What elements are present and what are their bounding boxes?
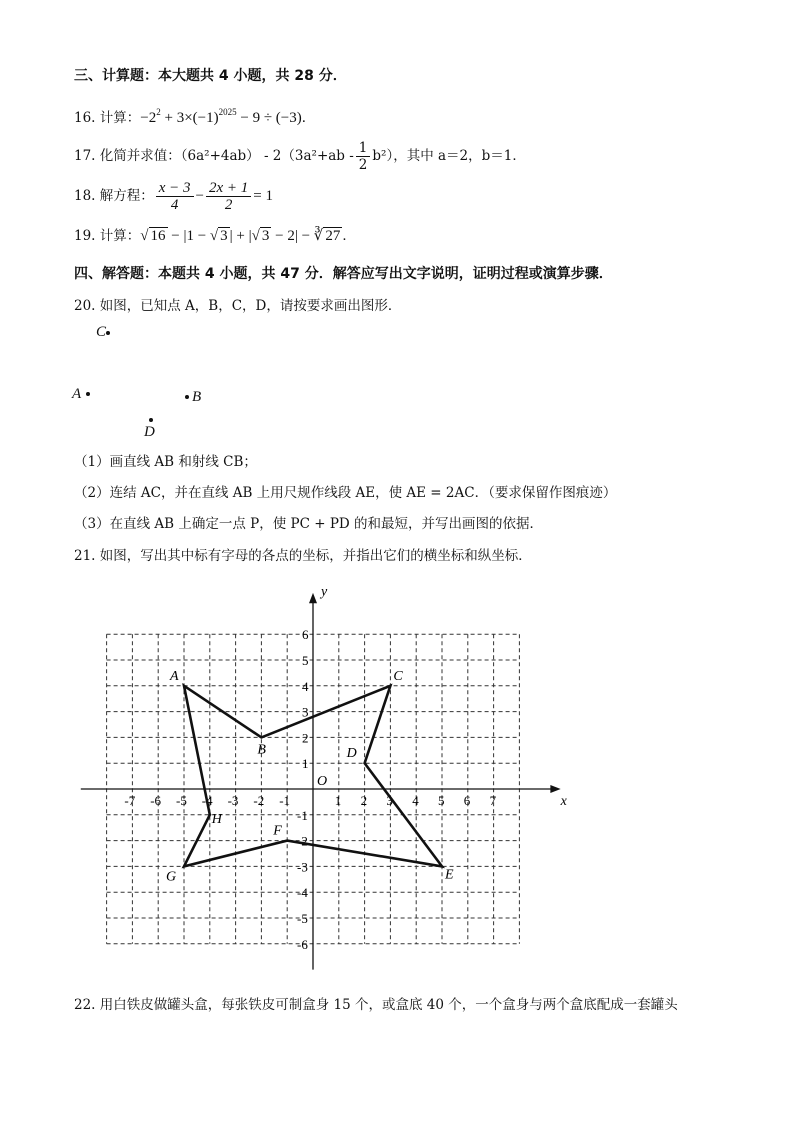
x-tick-label: -1: [279, 793, 291, 808]
y-tick-label: -2: [297, 833, 308, 849]
y-axis-arrow: [309, 593, 317, 603]
y-tick-label: -4: [297, 885, 308, 901]
y-tick-label: -5: [297, 911, 308, 926]
x-tick-label: -4: [201, 793, 213, 808]
y-tick-label: -6: [297, 936, 308, 952]
x-tick-label: 2: [360, 793, 368, 808]
x-tick-label: -3: [227, 793, 239, 808]
question-21-stem: 21. 如图，写出其中标有字母的各点的坐标，并指出它们的横坐标和纵坐标．: [74, 548, 532, 564]
point-D-dot: [149, 418, 153, 422]
point-A-dot: [86, 392, 90, 396]
x-axis-label: x: [560, 794, 567, 809]
y-tick-label: 4: [302, 678, 309, 694]
y-tick-label: -1: [297, 807, 308, 823]
section-3-heading: 三、计算题：本大题共 4 小题，共 28 分．: [74, 68, 347, 84]
point-label-F: F: [273, 823, 282, 839]
q19-expr: √ 16 − |1 − √ 3 | + |√ 3 − 2| − ∛ 27: [140, 228, 341, 244]
y-tick-label: 6: [302, 627, 309, 643]
point-label-C: C: [96, 324, 107, 340]
x-tick-label: 1: [334, 793, 342, 808]
x-tick-label: -5: [176, 793, 187, 808]
question-20-part-3: （3）在直线 AB 上确定一点 P，使 PC + PD 的和最短，并写出画图的依据．: [74, 516, 544, 532]
point-label-D: D: [346, 746, 357, 762]
x-tick-label: -2: [253, 793, 265, 808]
point-label-B: B: [257, 742, 266, 758]
y-tick-label: -3: [297, 859, 308, 875]
point-label-H: H: [211, 811, 222, 827]
question-18: 18. 解方程： $\frac{x - 3}{4}$ − $\frac{2x + 1}{2}$ = 1: [74, 180, 274, 213]
point-B-dot: [185, 395, 189, 399]
point-label-E: E: [445, 867, 454, 883]
x-tick-label: -7: [124, 793, 136, 808]
q18-fraction-2: $\frac{2x + 1}{2}$: [206, 180, 251, 213]
x-tick-label: 5: [438, 793, 445, 808]
q18-fraction-1: $\frac{x - 3}{4}$: [156, 180, 194, 213]
x-tick-label: -6: [150, 793, 162, 808]
question-20-part-2: （2）连结 AC，并在直线 AB 上用尺规作线段 AE，使 AE = 2AC．（要求保留作图痕迹）: [74, 485, 617, 501]
point-label-C: C: [393, 668, 403, 684]
point-label-B: B: [192, 389, 202, 405]
y-tick-label: 3: [302, 704, 309, 720]
question-16: 16. 计算：$-2^2 + 3\times(-1)^{2025} - 9 \div (-3)$．: [74, 107, 316, 126]
question-17: 17. 化简并求值：（6a²+4ab） - 2（3a²+ab - $\frac{1}{2}$ b²），其中 a＝2，b＝1．: [74, 140, 526, 173]
question-20-part-1: （1）画直线 AB 和射线 CB；: [74, 454, 257, 470]
x-tick-label: 3: [386, 793, 393, 808]
x-axis-arrow: [550, 785, 560, 793]
point-label-D: D: [144, 424, 155, 440]
question-19: 19. 计算：√ 16 − |1 − √ 3 | + |√ 3 − 2| − ∛ 27 ．: [74, 228, 356, 244]
point-C-dot: [106, 331, 110, 335]
q17-fraction: $\frac{1}{2}$: [356, 140, 371, 173]
question-22-stem: 22. 用白铁皮做罐头盒，每张铁皮可制盒身 15 个，或盒底 40 个，一个盒身与两个盒底配成一套罐头: [74, 997, 678, 1013]
origin-label: O: [317, 774, 328, 789]
section-4-heading: 四、解答题：本题共 4 小题，共 47 分．解答应写出文字说明，证明过程或演算步骤．: [74, 266, 613, 282]
y-tick-label: 1: [302, 756, 309, 772]
question-20-stem: 20. 如图，已知点 A，B，C，D，请按要求画出图形．: [74, 298, 402, 314]
x-tick-label: 6: [463, 793, 471, 808]
point-label-G: G: [166, 869, 177, 885]
point-label-A: A: [170, 668, 179, 684]
q16-expr: $-2^2 + 3\times(-1)^{2025} - 9 \div (-3)$: [140, 107, 302, 126]
x-tick-label: 7: [489, 793, 497, 808]
y-axis-label: y: [321, 585, 328, 600]
x-tick-label: 4: [412, 793, 419, 808]
y-tick-label: 2: [302, 730, 309, 746]
point-label-A: A: [72, 386, 82, 402]
y-tick-label: 5: [302, 653, 309, 668]
q16-prefix: 16. 计算：: [74, 110, 141, 126]
coordinate-grid-figure: [0, 585, 794, 1025]
